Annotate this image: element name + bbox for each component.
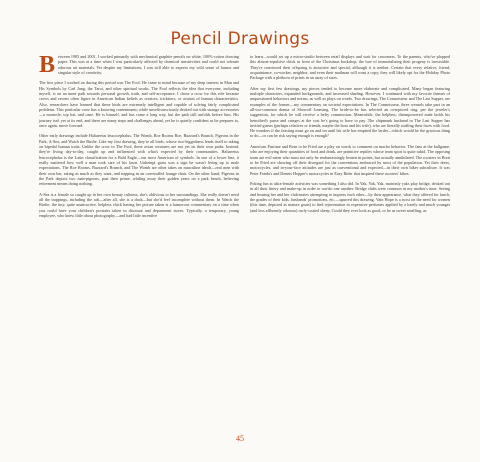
paragraph: After my first few drawings, my pieces tended to become more elaborate and complicated. Many began featuring multiple characters, expanded backgrounds, and increased shading. However, I continued with my favorite themes of unquestioned behaviors and norms, as well as plays on words. Two drawings, The Connoisseur and The Last Supper, are examples of the former—my commentary on societal expectations. In The Connoisseur, three weasels take part in an all-too-common drama of Showoff Jonesing. The bride-to-be has selected an overpriced ring, per the jeweler's suggestion, for which he will receive a hefty commission. Meanwhile, the helpless, disempowered male holds his betrothed's purse and cringes at the cost he's going to have to pay. The chipmunk husband in The Last Supper has invited guests (perhaps relatives or friends, maybe the boss and his wife), who are literally stuffing their faces with food. He wonders if the feasting must go on and on until his wife has emptied the larder—which would be the gracious thing to do—or can he risk saying enough is enough?	[250, 85, 450, 139]
drop-cap: B	[39, 52, 56, 78]
paragraph: Poking fun at ultra-female activities was something I also did. In Yak, Yak, Yak, matronly yaks play bridge, decked out in all their finery and make-up in order to out-do one another. Bridge clubs were common in my mother's time. Seeing and hearing her and her club-mates attempting to impress each other—by their appearance, what they offered for lunch, the grades of their kids, husbands' promotions, etc.—spurred this drawing. Vain Hope is a twist on the need for women (this time, depicted as mature goats) to find rejuvenation in expensive perfumes applied by a lonely and much younger (and less affluently odorous) curly-coated sheep. Could they ever look as good, or be as sweet smelling, as	[250, 181, 450, 213]
paragraph: to learn—would set up a micro-studio between retail displays and wait for customers. To the parents, who've plopped this almost-repulsive chick in front of the Christmas backdrop, the lure of immortalizing their progeny is irresistible. They're convinced their offspring is attractive and special, although it is neither. Certain that every relative, friend, acquaintance, co-worker, neighbor, and even their mailman will want a copy, they will likely opt for the Holiday Photo Package with a plethora of prints in an array of sizes.	[250, 54, 450, 81]
paragraph: The first piece I worked on during this period was The Fool. He came to mind because of my deep interest in Man and His Symbols by Carl Jung, the Tarot, and other spiritual works. The Fool reflects the idea that everyone, including myself, is on an inner path towards personal growth, truth, and self-acceptance. I chose a crow for this role because crows and ravens often figure in American Indian beliefs as creators, tricksters, or avatars of human characteristics. Also, researchers have learned that these birds are extremely intelligent and capable of solving fairly complicated problems. This particular crow has a knowing contentment; while unselfconsciously decked out with strange accessories—a monocle, top hat, and cane. He is himself, and has come a long way, but the path still unfolds before him. His journey isn't yet at its end, and there are many steps and challenges ahead, yet he is quietly confident as he prepares to, once again, move forward.	[39, 80, 239, 128]
right-column	[250, 54, 450, 218]
page-number: 45	[236, 434, 244, 443]
paragraph	[39, 52, 239, 78]
page-title: Pencil Drawings	[170, 29, 310, 50]
paragraph: American Pastime and Born to be Fried are a play on words to comment on macho behavior. The fans at the ballgame, who are enjoying their quantities of food and drink, are primitive reptiles whose team sport is quite rabid. The opposing team are evil eaten who must not only be embarrassingly beaten in points, but actually annihilated. The roosters in Born to be Fried are showing off their disregard for the conventions embraced by most of the population. Yet their dress, motorcycles, and in-your-face attitudes are just as conventional and expected—in their own biker subculture. It was Peter Fonda's and Dennis Hopper's motorcycles in Easy Rider that inspired these roosters' bikes.	[250, 144, 450, 176]
paragraph: A-Sea is a female so caught up in her own beauty cultness, she's oblivious to her surroundings. She really doesn't need all the trappings, including the raft—after all, she is a duck—but she'd feel incomplete without them. In Watch the Birdie, the tiny, quite unattractive, helpless chick having her picture taken is a humorous commentary on a time when you could have your children's portraits taken in discount and department stores. Typically, a temporary, young employee, who knew little about photography—and had little incentive	[39, 191, 239, 218]
paragraph-text: etween 1985 and 2001, I worked primarily with mechanical graphite pencils on white, 100%-cotton drawing paper. This was at a time when I was particularly affected by chemical sensitivities and could not tolerate odorous art materials. Yet despite my limitations, I was still able to express my wild sense of humor and singular style of creativity.	[58, 54, 239, 75]
left-column	[39, 54, 239, 224]
paragraph: Other early drawings include Haliaeetus leucocephalus, The Womb, Roe Rooms Roe, Buzzard's Brunch, Pigeons in the Park, A-Sea, and Watch the Birdie. Like my first drawing, they're all birds, whose two-leggedness lends itself to taking on bipedal human traits. Unlike the crow in The Fool, these avian creatures are not yet on their own paths. Instead, they're living day-to-day, caught up and influenced with what's expected by their communities. Haliaeetus leucocephalus is the Latin classification for a Bald Eagle—our most American of symbols. In one of a lower line, it really mattered how well a man took care of his lawn. Unkempt grass was a sign he wasn't living up to male expectations. The Roe Rooms, Buzzard's Brunch, and The Womb are other takes on masculine ideals—real men with their own bar, eating as much as they want, and napping in an overstuffed lounge chair. On the other hand, Pigeons in the Park depicts two man-pigeons, past their prime, whiling away their golden years on a park bench, believing retirement means doing nothing.	[39, 133, 239, 187]
